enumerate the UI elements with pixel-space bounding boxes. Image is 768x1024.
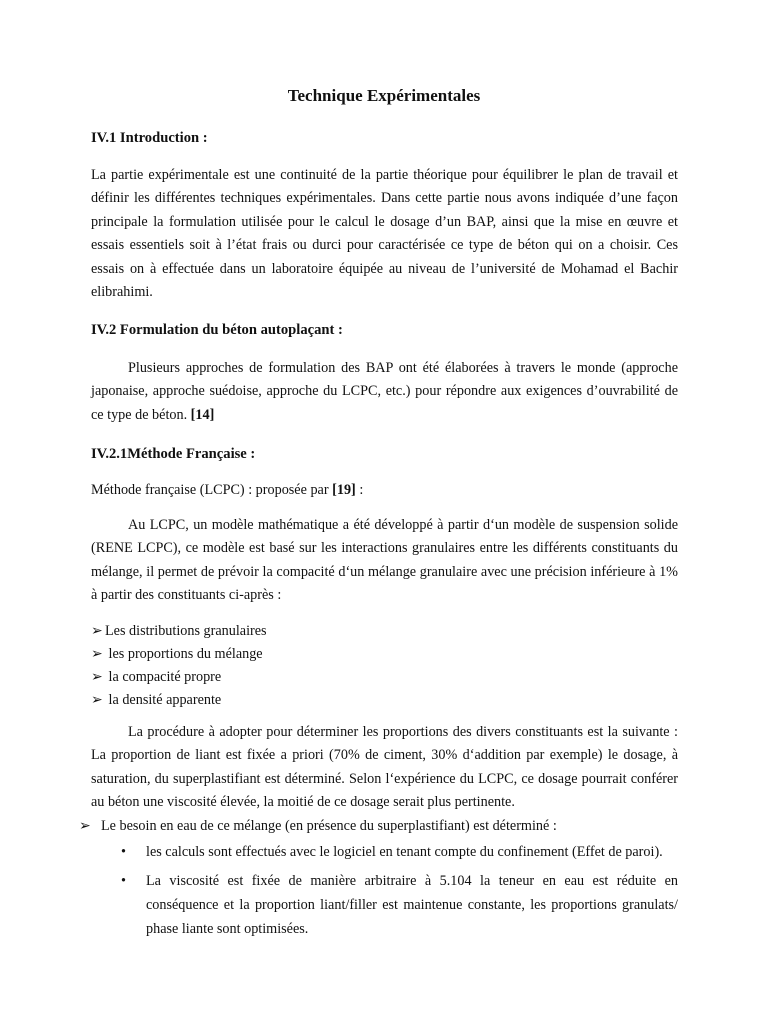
heading-formulation: IV.2 Formulation du béton autoplaçant :: [91, 322, 343, 338]
paragraph-procedure: La procédure à adopter pour déterminer les proportions des divers constituants est la suivante : La proportion de liant est fixée a priori (70% de ciment, 30% d‘addition par exemple) le dosage, à saturation, du superplastifiant est déterminé. Selon l‘expérience du LCPC, ce dosage pourrait conférer au béton une viscosité élevée, la moitié de ce dosage serait plus pertinente.: [91, 724, 678, 811]
arrow-icon: ➢: [91, 669, 103, 685]
list-item: • La viscosité est fixée de manière arbitraire à 5.104 la teneur en eau est réduite en conséquence et la proportion liant/filler est maintenue constante, les proportions granulats/ phase liante sont optimisées.: [121, 869, 678, 941]
heading-methode-francaise: IV.2.1Méthode Française :: [91, 446, 256, 462]
paragraph-lcpc: Au LCPC, un modèle mathématique a été développé à partir d‘un modèle de suspension solide (RENE LCPC), ce modèle est basé sur les interactions granulaires entre les différents constituants du mélange, il permet de prévoir la compacité d‘un mélange granulaire avec une précision inférieure à 1% à partir des constituants ci-après :: [91, 517, 678, 604]
list-item: ➢ les proportions du mélange: [91, 643, 267, 666]
methode-intro-text: Méthode française (LCPC) : proposée par: [91, 482, 329, 498]
constituents-list: [91, 620, 267, 712]
arrow-icon: ➢: [91, 623, 103, 639]
water-need-text: Le besoin en eau de ce mélange (en présence du superplastifiant) est déterminé :: [101, 818, 557, 834]
methode-intro-colon: :: [355, 482, 364, 498]
paragraph-formulation: [91, 357, 678, 427]
arrow-icon: ➢: [91, 646, 103, 662]
paragraph-introduction: La partie expérimentale est une continuité de la partie théorique pour équilibrer le plan de travail et définir les différentes techniques expérimentales. Dans cette partie nous avons indiquée d’une façon principale la formulation utilisée pour le calcul le dosage d’un BAP, ainsi que la mise en œuvre et essais essentiels soit à l’état frais ou durci pour caractérisée ce type de béton qui on a choisir. Ces essais on à effectuée dans un laboratoire équipée au niveau de l’université de Mohamad el Bachir elibrahimi.: [91, 167, 678, 301]
paragraph-methode-intro: [91, 482, 363, 499]
water-need-item: [79, 818, 557, 835]
arrow-icon: ➢: [79, 818, 91, 834]
list-item: • les calculs sont effectués avec le logiciel en tenant compte du confinement (Effet de paroi).: [121, 840, 678, 864]
bullet-icon: •: [121, 844, 126, 860]
heading-introduction: IV.1 Introduction :: [91, 130, 208, 146]
bullet-icon: •: [121, 873, 126, 889]
page-title: Technique Expérimentales: [287, 86, 481, 105]
calculation-bullets: [121, 840, 678, 941]
list-item: ➢ Les distributions granulaires: [91, 620, 267, 643]
formulation-text: Plusieurs approches de formulation des BAP ont été élaborées à travers le monde (approche japonaise, approche suédoise, approche du LCPC, etc.) pour répondre aux exigences d’ouvrabilité de ce type de béton.: [91, 360, 678, 423]
list-item: ➢ la compacité propre: [91, 666, 267, 689]
reference-19: [19]: [332, 482, 356, 498]
arrow-icon: ➢: [91, 692, 103, 708]
list-item: ➢ la densité apparente: [91, 689, 267, 712]
reference-14: [14]: [190, 406, 215, 423]
